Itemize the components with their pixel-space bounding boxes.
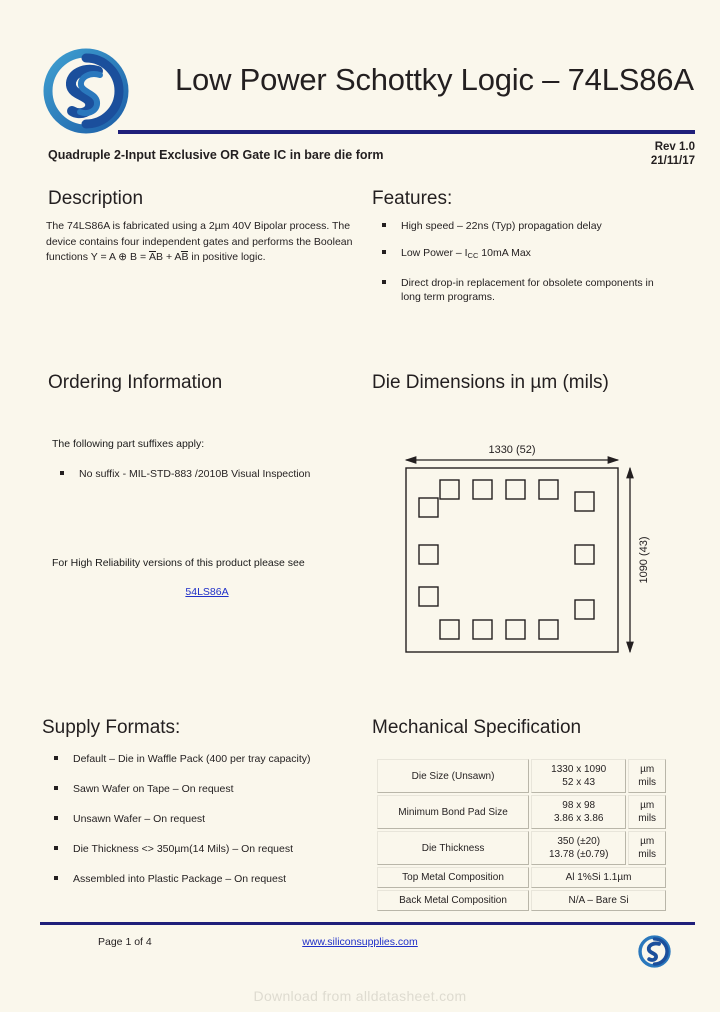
list-item (374, 276, 674, 304)
hirel-part-link[interactable]: 54LS86A (185, 586, 229, 598)
bond-pad (575, 492, 594, 511)
website-link[interactable]: www.siliconsupplies.com (302, 936, 418, 948)
table-row (377, 867, 666, 888)
bond-pad (473, 480, 492, 499)
die-diagram (372, 435, 672, 685)
table-row (377, 759, 666, 793)
ordering-suffix-text: No suffix - MIL-STD-883 /2010B Visual Inspection (79, 468, 311, 480)
supply-format-text: Die Thickness <> 350µm(14 Mils) – On request (73, 843, 294, 855)
not-b-term-2: B (181, 251, 189, 263)
mechanical-specification-table-wrapper (375, 757, 668, 913)
icc-subscript: CC (467, 251, 479, 260)
list-item (374, 219, 674, 233)
watermark: Download from alldatasheet.com (253, 988, 467, 1004)
bond-pad (506, 620, 525, 639)
bond-pad (440, 620, 459, 639)
list-item (46, 752, 376, 766)
siliconsupplies-s-logo-icon (637, 934, 672, 969)
bond-pad (575, 600, 594, 619)
not-a-term-1: A (149, 251, 157, 263)
bond-pad (419, 498, 438, 517)
mech-row-value: Al 1%Si 1.1µm (531, 867, 666, 888)
mech-row-value: 98 x 98 3.86 x 3.86 (531, 795, 626, 829)
description-text-part1: The 74LS86A is fabricated using a 2µm 40V Bipolar process. The device contains four independent gates and performs the Boolean functions Y = A (46, 220, 353, 263)
hirel-note: For High Reliability versions of this product please see (52, 557, 305, 569)
ordering-information-heading: Ordering Information (48, 372, 223, 393)
mech-row-value: 1330 x 1090 52 x 43 (531, 759, 626, 793)
revision-number: Rev 1.0 (654, 141, 695, 153)
siliconsupplies-s-logo-icon (40, 45, 132, 137)
bond-pad (419, 545, 438, 564)
mech-row-label: Die Size (Unsawn) (377, 759, 529, 793)
list-item (52, 467, 362, 481)
mechanical-specification-table (375, 757, 668, 913)
supply-format-text: Unsawn Wafer – On request (73, 813, 206, 825)
revision-block (515, 140, 695, 168)
list-item (46, 812, 376, 826)
page-number: Page 1 of 4 (98, 936, 152, 948)
die-width-label: 1330 (52) (488, 444, 536, 456)
plus-operator: + (163, 251, 175, 263)
bond-pad (539, 480, 558, 499)
xor-symbol: ⊕ (118, 251, 128, 263)
page-header (0, 0, 720, 175)
list-item (374, 246, 674, 263)
mech-row-unit: µm mils (628, 831, 666, 865)
mech-row-unit: µm mils (628, 759, 666, 793)
table-row (377, 795, 666, 829)
bond-pad (575, 545, 594, 564)
feature-text: Low Power – I (401, 247, 468, 259)
hirel-link-wrapper (52, 586, 362, 598)
features-heading: Features: (372, 188, 453, 209)
die-height-label: 1090 (43) (638, 536, 650, 584)
bond-pad (440, 480, 459, 499)
description-heading: Description (48, 188, 144, 209)
page-subtitle: Quadruple 2-Input Exclusive OR Gate IC in bare die form (48, 148, 384, 162)
feature-text-post: 10mA Max (478, 247, 531, 259)
bond-pad (539, 620, 558, 639)
supply-formats-heading: Supply Formats: (42, 717, 181, 738)
table-row (377, 831, 666, 865)
bond-pad (506, 480, 525, 499)
list-item (46, 842, 376, 856)
mech-row-value: N/A – Bare Si (531, 890, 666, 911)
header-divider (118, 130, 695, 134)
website-link-wrapper (0, 936, 720, 948)
ordering-intro-text: The following part suffixes apply: (52, 438, 205, 450)
supply-format-text: Assembled into Plastic Package – On request (73, 873, 287, 885)
mech-row-value: 350 (±20) 13.78 (±0.79) (531, 831, 626, 865)
mechanical-specification-heading: Mechanical Specification (372, 717, 582, 738)
ordering-suffix-list (52, 467, 362, 494)
table-row (377, 890, 666, 911)
mech-row-label: Minimum Bond Pad Size (377, 795, 529, 829)
description-text-part2: B = (127, 251, 149, 263)
list-item (46, 782, 376, 796)
page-title: Low Power Schottky Logic – 74LS86A (175, 62, 694, 97)
supply-format-text: Default – Die in Waffle Pack (400 per tray capacity) (73, 753, 311, 765)
mech-row-label: Top Metal Composition (377, 867, 529, 888)
mech-row-unit: µm mils (628, 795, 666, 829)
mech-row-label: Die Thickness (377, 831, 529, 865)
list-item (46, 872, 376, 886)
mech-row-label: Back Metal Composition (377, 890, 529, 911)
description-text (46, 219, 356, 266)
revision-date: 21/11/17 (650, 155, 695, 167)
a-term-2: A (174, 251, 182, 263)
supply-format-text: Sawn Wafer on Tape – On request (73, 783, 234, 795)
bond-pad (419, 587, 438, 606)
features-list (374, 219, 674, 317)
description-text-part3: in positive logic. (188, 251, 266, 263)
footer-divider (40, 922, 695, 925)
bond-pad (473, 620, 492, 639)
b-term-1: B (156, 251, 164, 263)
die-dimensions-heading: Die Dimensions in µm (mils) (372, 372, 609, 393)
supply-formats-list (46, 752, 376, 902)
feature-text: Direct drop-in replacement for obsolete components in long term programs. (401, 277, 654, 303)
feature-text: High speed – 22ns (Typ) propagation delay (401, 220, 602, 232)
